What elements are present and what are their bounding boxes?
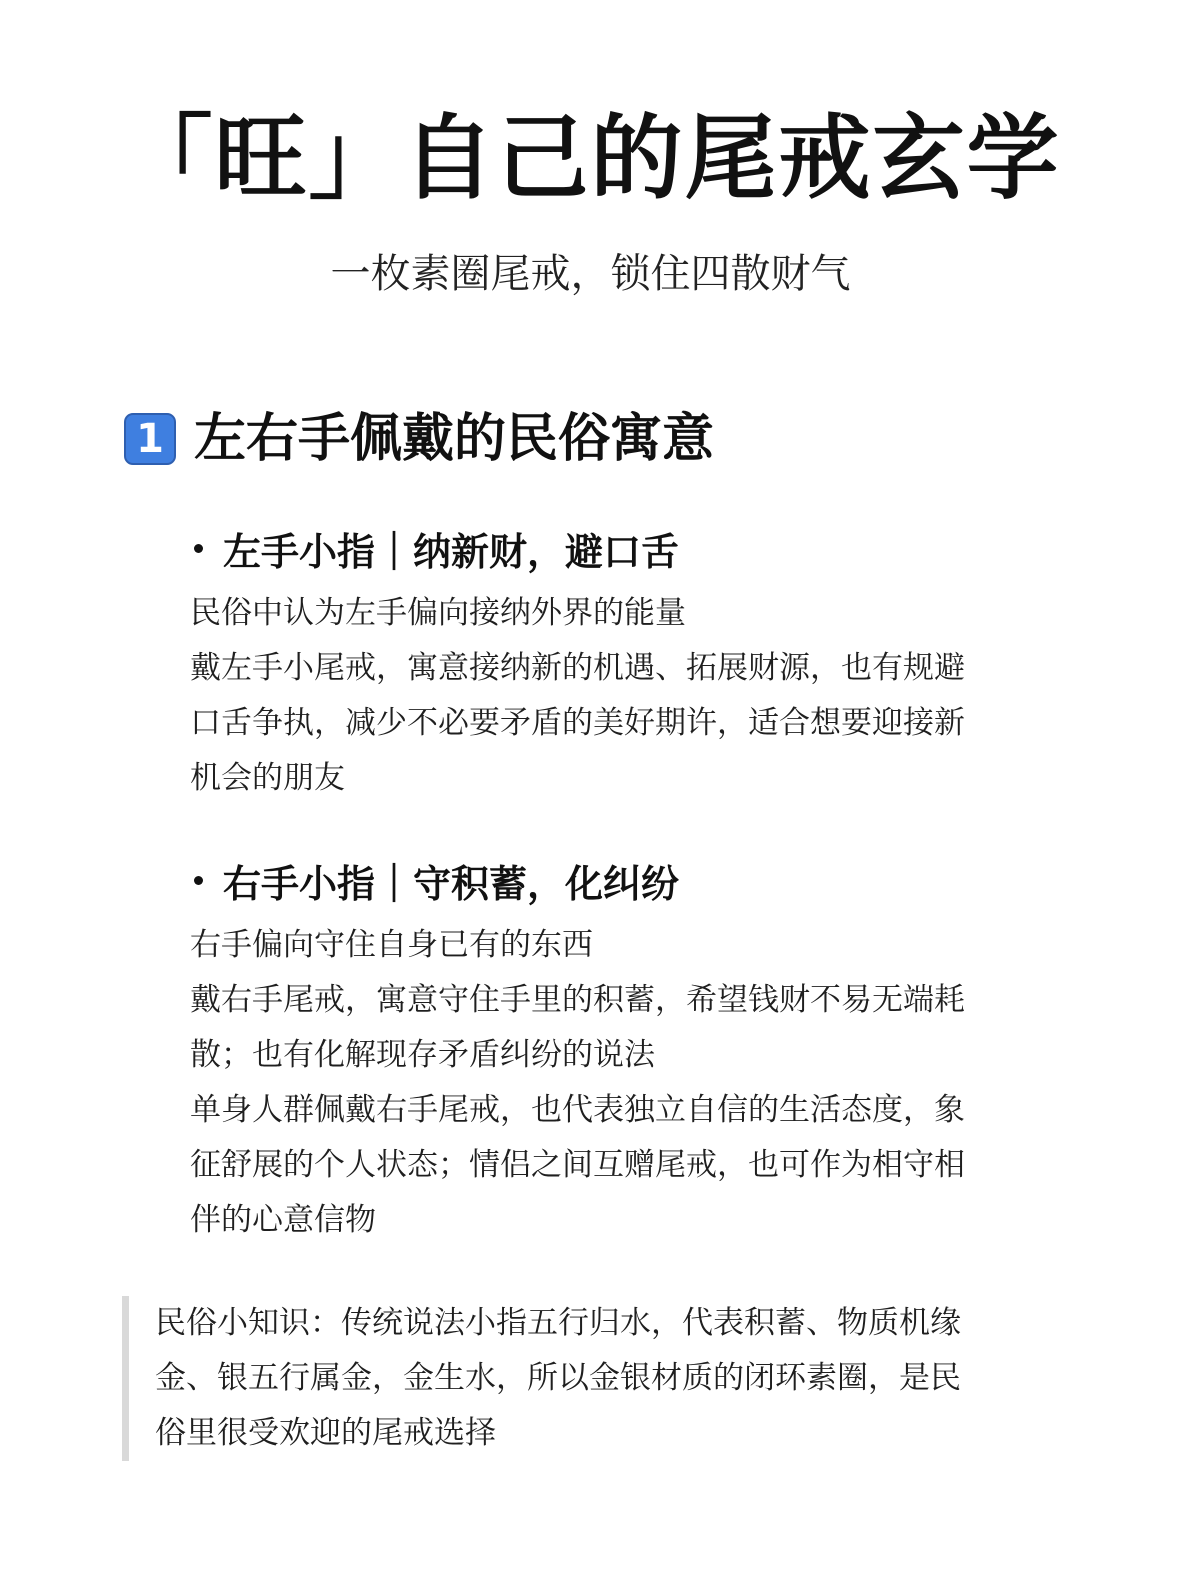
item-line: 右手偏向守住自身已有的东西 (190, 927, 593, 963)
section-number: 1 (136, 416, 164, 463)
item-line: 民俗中认为左手偏向接纳外界的能量 (190, 595, 686, 631)
tip-line: 金、银五行属金，金生水，所以金银材质的闭环素圈，是民 (155, 1360, 961, 1396)
item-body (190, 586, 1070, 806)
item-line: 口舌争执，减少不必要矛盾的美好期许，适合想要迎接新 (190, 705, 965, 741)
number-one-icon (124, 413, 176, 465)
item-heading (190, 518, 1070, 578)
item-heading-text: 左手小指｜纳新财，避口舌 (223, 529, 680, 574)
bullet-icon (194, 544, 203, 553)
folklore-tip-quote (122, 1296, 1062, 1461)
section-title: 左右手佩戴的民俗寓意 (194, 409, 715, 469)
bullet-icon (194, 876, 203, 885)
tip-line: 民俗小知识：传统说法小指五行归水，代表积蓄、物质机缘 (155, 1305, 961, 1341)
item-heading (190, 850, 1070, 910)
item-right-hand (190, 850, 1070, 1248)
item-line: 单身人群佩戴右手尾戒，也代表独立自信的生活态度，象 (190, 1092, 965, 1128)
item-line: 戴右手尾戒，寓意守住手里的积蓄，希望钱财不易无端耗 (190, 982, 965, 1018)
item-line: 戴左手小尾戒，寓意接纳新的机遇、拓展财源，也有规避 (190, 650, 965, 686)
tip-line: 俗里很受欢迎的尾戒选择 (155, 1415, 496, 1451)
item-line: 机会的朋友 (190, 760, 345, 796)
item-heading-text: 右手小指｜守积蓄，化纠纷 (223, 861, 680, 906)
page-title: 「旺」自己的尾戒玄学 (120, 105, 1061, 212)
item-left-hand (190, 518, 1070, 806)
item-line: 征舒展的个人状态；情侣之间互赠尾戒，也可作为相守相 (190, 1147, 965, 1183)
item-body (190, 918, 1070, 1248)
item-line: 散；也有化解现存矛盾纠纷的说法 (190, 1037, 655, 1073)
section-heading (124, 408, 714, 470)
item-line: 伴的心意信物 (190, 1202, 376, 1238)
page-subtitle: 一枚素圈尾戒，锁住四散财气 (330, 251, 851, 297)
